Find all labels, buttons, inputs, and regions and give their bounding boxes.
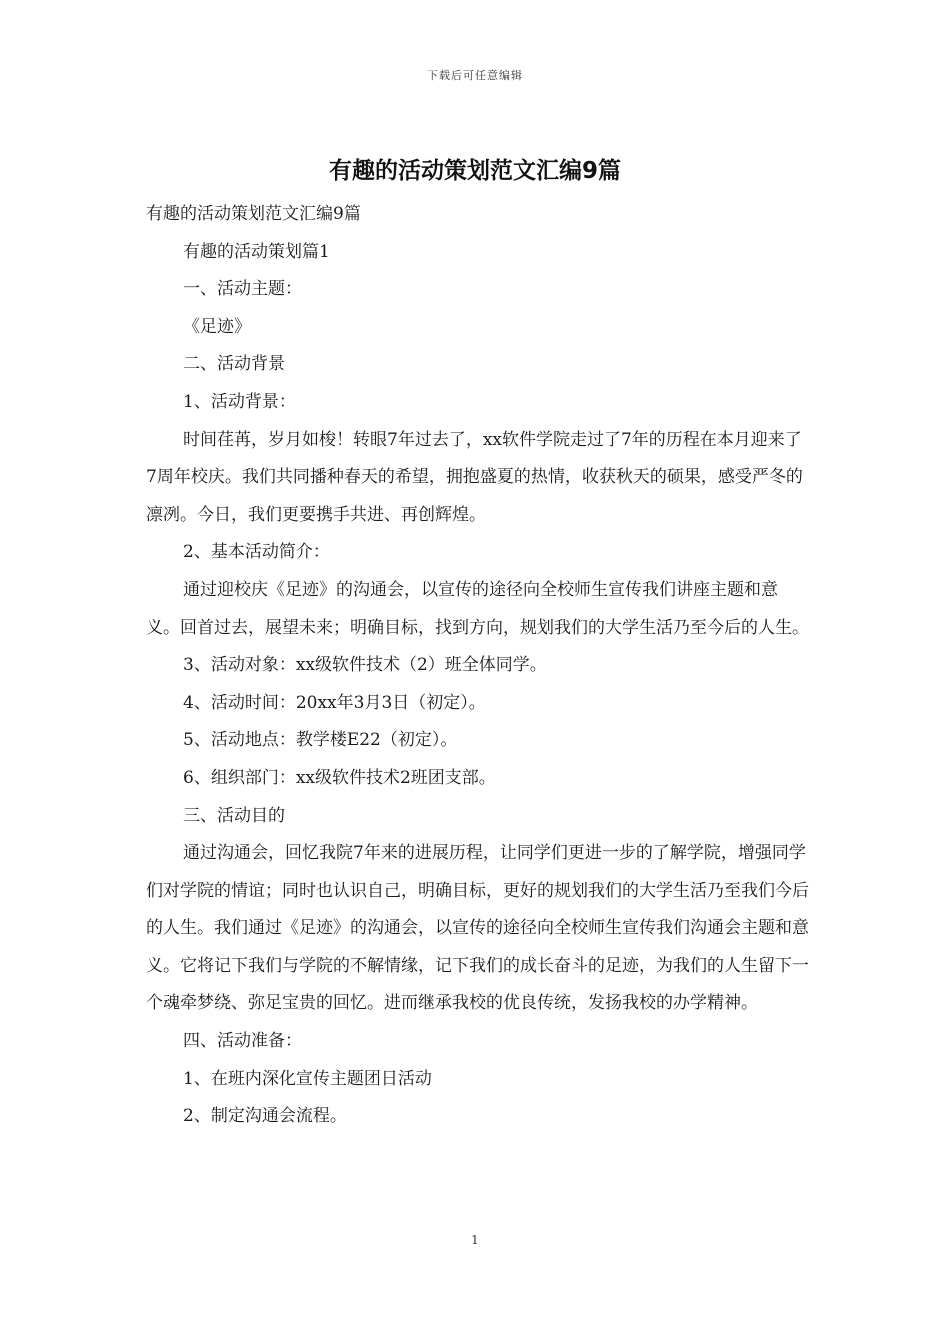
paragraph-9: 3、活动对象：xx级软件技术（2）班全体同学。 [183, 655, 547, 676]
paragraph-3: 《足迹》 [183, 316, 251, 337]
paragraph-0: 有趣的活动策划范文汇编9篇 [146, 204, 361, 224]
paragraph-14: 通过沟通会，回忆我院7年来的进展历程，让同学们更进一步的了解学院，增强同学们对学院的情谊；同时也认识自己，明确目标，更好的规划我们的大学生活乃至我们今后的人生。我们通过《足迹》的沟通会，以宣传的途径向全校师生宣传我们沟通会主题和意义。它将记下我们与学院的不解情缘，记下我们的成长奋斗的足迹，为我们的人生留下一个魂牵梦绕、弥足宝贵的回忆。进而继承我校的优良传统，发扬我校的办学精神。 [146, 843, 809, 1014]
paragraph-12: 6、组织部门：xx级软件技术2班团支部。 [183, 767, 496, 788]
paragraph-2: 一、活动主题： [183, 279, 302, 300]
paragraph-1: 有趣的活动策划篇1 [183, 241, 330, 262]
paragraph-7: 2、基本活动简介： [183, 542, 330, 563]
paragraph-13: 三、活动目的 [183, 805, 285, 826]
paragraph-8: 通过迎校庆《足迹》的沟通会，以宣传的途径向全校师生宣传我们讲座主题和意义。回首过去，展望未来；明确目标，找到方向，规划我们的大学生活乃至今后的人生。 [146, 579, 809, 638]
paragraph-17: 2、制定沟通会流程。 [183, 1106, 347, 1127]
paragraph-5: 1、活动背景： [183, 391, 296, 412]
paragraph-11: 5、活动地点：教学楼E22（初定）。 [183, 730, 458, 751]
page-title: 有趣的活动策划范文汇编9篇 [328, 158, 621, 184]
paragraph-15: 四、活动准备： [183, 1031, 302, 1052]
paragraph-10: 4、活动时间：20xx年3月3日（初定）。 [183, 692, 486, 713]
paragraph-4: 二、活动背景 [183, 354, 285, 375]
document-body [146, 196, 810, 1136]
page-number: 1 [471, 1233, 479, 1247]
header-note: 下载后可任意编辑 [427, 69, 523, 82]
paragraph-6: 时间荏苒，岁月如梭！转眼7年过去了，xx软件学院走过了7年的历程在本月迎来了7周年校庆。我们共同播种春天的希望，拥抱盛夏的热情，收获秋天的硕果，感受严冬的凛冽。今日，我们更要携手共进、再创辉煌。 [146, 429, 803, 525]
paragraph-16: 1、在班内深化宣传主题团日活动 [183, 1068, 432, 1089]
